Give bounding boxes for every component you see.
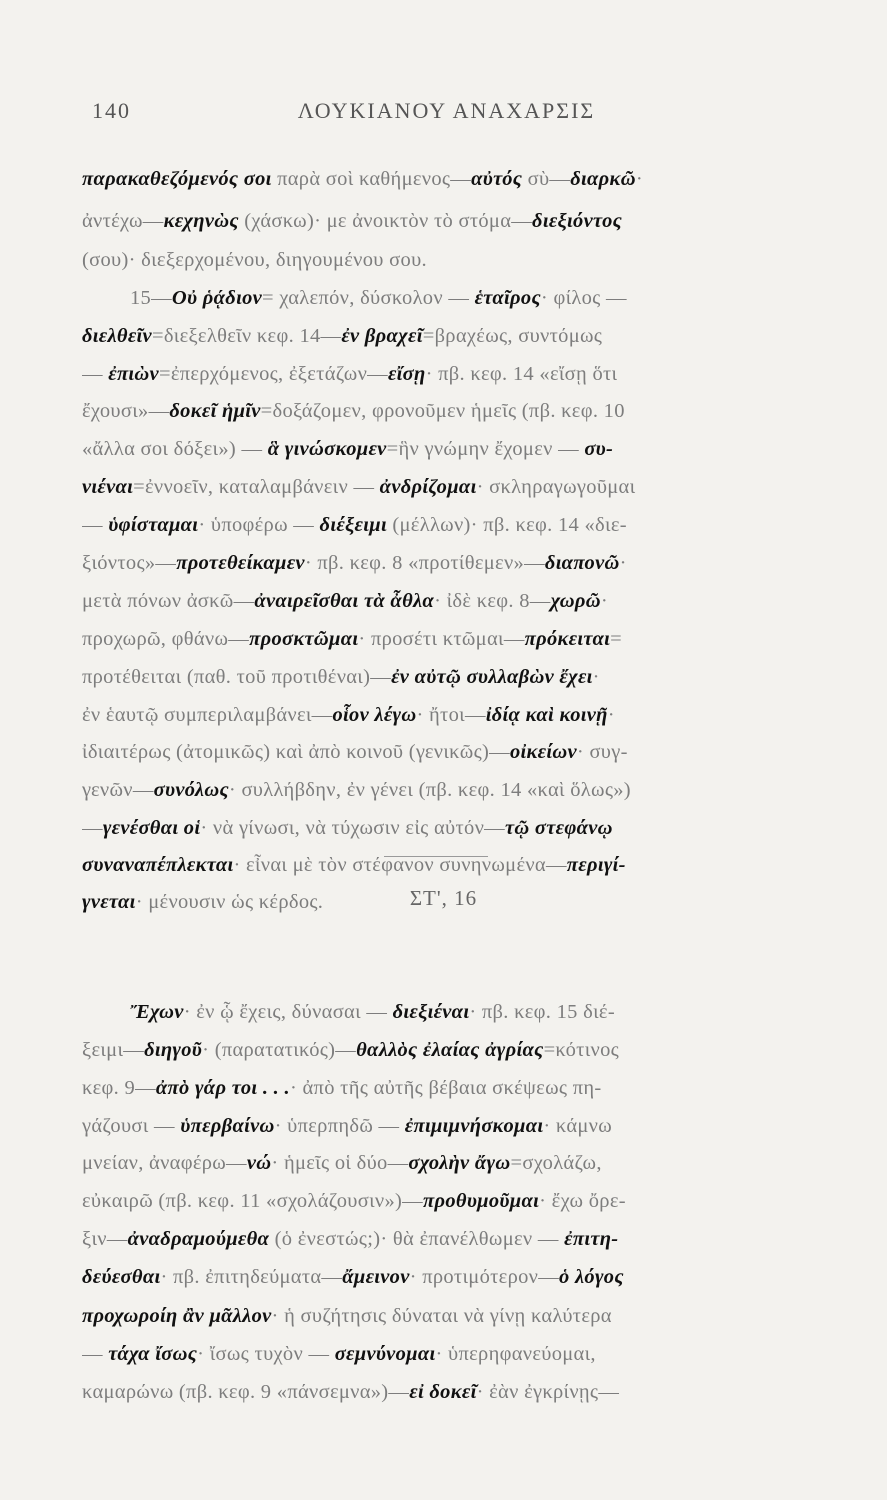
- gloss: =κότινος: [543, 1039, 620, 1061]
- lemma: ἐν αὐτῷ συλλαβὼν ἔχει: [391, 666, 593, 688]
- gloss: (σου)· διεξερχομένου, διηγουμένου σου.: [82, 249, 427, 271]
- lemma: περιγί-: [566, 854, 626, 876]
- lemma: διέξειμι: [319, 514, 387, 536]
- gloss: · νὰ γίνωσι, νὰ τύχωσιν εἰς αὐτόν—: [200, 817, 505, 839]
- gloss: μνείαν, ἀναφέρω—: [82, 1152, 247, 1174]
- text-line: [82, 628, 815, 651]
- gloss: καμαρώνω (πβ. κεφ. 9 «πάνσεμνα»)—: [82, 1381, 410, 1403]
- section-divider: [384, 856, 488, 857]
- lemma: θαλλὸς ἐλαίας ἀγρίας: [356, 1039, 544, 1061]
- lemma: δεύεσθαι: [82, 1266, 161, 1288]
- gloss: · προσέτι κτῶμαι—: [358, 628, 525, 650]
- lemma: ἰδίᾳ καὶ κοινῇ: [485, 704, 608, 726]
- gloss: ·: [592, 666, 600, 688]
- gloss: ξειμι—: [82, 1039, 145, 1061]
- text-line: [82, 438, 815, 461]
- gloss: · ἔχω ὄρε-: [539, 1190, 626, 1212]
- gloss: · ἤτοι—: [416, 704, 486, 726]
- gloss: ἰδιαιτέρως (ἀτομικῶς) καὶ ἀπὸ κοινοῦ (γενικῶς)—: [82, 741, 510, 763]
- gloss: · πβ. κεφ. 14 «εἴσῃ ὅτι: [425, 363, 618, 385]
- gloss: «ἄλλα σοι δόξει») —: [82, 438, 268, 460]
- lemma: νώ: [246, 1152, 272, 1174]
- lemma: σεμνύνομαι: [334, 1343, 436, 1365]
- gloss: · συλλήβδην, ἐν γένει (πβ. κεφ. 14 «καὶ ὅλως»): [228, 779, 631, 801]
- text-line: [82, 363, 815, 386]
- gloss: · πβ. κεφ. 15 διέ-: [469, 1001, 615, 1023]
- running-title: ΛΟΥΚΙΑΝΟΥ ΑΝΑΧΑΡΣΙΣ: [297, 98, 596, 123]
- text-line: [82, 1343, 815, 1366]
- lemma: παρακαθεζόμενός σοι: [82, 168, 272, 190]
- gloss: ξιν—: [82, 1228, 128, 1250]
- lemma: διεξιέναι: [392, 1001, 470, 1023]
- gloss: · ἀπὸ τῆς αὐτῆς βέβαια σκέψεως πη-: [289, 1077, 602, 1099]
- gloss: · ἐὰν ἐγκρίνῃς—: [476, 1381, 620, 1403]
- gloss: —: [82, 1343, 109, 1365]
- gloss: (ὁ ἐνεστώς;)· θὰ ἐπανέλθωμεν —: [269, 1228, 565, 1250]
- text-line: [82, 1152, 815, 1175]
- gloss: ἔχουσι»—: [82, 400, 170, 422]
- gloss: =: [610, 628, 623, 650]
- lemma: ὑφίσταμαι: [108, 514, 199, 536]
- gloss: σὺ—: [522, 168, 571, 190]
- gloss: —: [82, 363, 109, 385]
- gloss: · εἶναι μὲ τὸν στέφανον συνηνωμένα—: [233, 854, 567, 876]
- gloss: ξιόντος»—: [82, 552, 177, 574]
- gloss: =ἐπερχόμενος, ἐξετάζων—: [158, 363, 388, 385]
- lemma: διαπονῶ: [544, 552, 620, 574]
- lemma: διεξιόντος: [532, 210, 623, 232]
- lemma: συνόλως: [153, 779, 229, 801]
- text-line: [82, 1039, 815, 1062]
- text-line: [82, 1190, 815, 1213]
- lemma: οἷον λέγω: [332, 704, 417, 726]
- lemma: προσκτῶμαι: [249, 628, 359, 650]
- section-heading: ΣΤ', 16: [409, 886, 478, 910]
- gloss: · μένουσιν ὡς κέρδος.: [135, 891, 324, 913]
- text-line: [82, 249, 815, 272]
- gloss: =δοξάζομεν, φρονοῦμεν ἡμεῖς (πβ. κεφ. 10: [260, 400, 625, 422]
- text-line: [130, 1001, 815, 1024]
- text-line: [82, 1228, 815, 1251]
- gloss: · ὑπερπηδῶ —: [274, 1115, 405, 1137]
- gloss: · κάμνω: [543, 1115, 613, 1137]
- gloss: · ἐν ᾧ ἔχεις, δύνασαι —: [183, 1001, 393, 1023]
- text-line: [82, 168, 815, 191]
- lemma: αὐτός: [471, 168, 523, 190]
- gloss: (μέλλων)· πβ. κεφ. 14 «διε-: [386, 514, 627, 536]
- text-line: [82, 666, 815, 689]
- lemma: ἄμεινον: [342, 1266, 410, 1288]
- text-line: [82, 476, 815, 499]
- lemma: χωρῶ: [550, 590, 601, 612]
- gloss: =ἐννοεῖν, καταλαμβάνειν —: [133, 476, 380, 498]
- gloss: ἐν ἑαυτῷ συμπεριλαμβάνει—: [82, 704, 333, 726]
- lemma: συναναπέπλεκται: [82, 854, 234, 876]
- gloss: · προτιμότερον—: [409, 1266, 560, 1288]
- gloss: —: [82, 817, 103, 839]
- gloss: κεφ. 9—: [82, 1077, 156, 1099]
- text-line: [82, 779, 815, 802]
- lemma: ἃ γινώσκομεν: [267, 438, 387, 460]
- lemma: διηγοῦ: [144, 1039, 203, 1061]
- lemma: ἀπὸ γάρ τοι . . .: [155, 1077, 290, 1099]
- text-line: [82, 1115, 815, 1138]
- text-line: [82, 854, 815, 877]
- gloss: = χαλεπόν, δύσκολον —: [262, 287, 475, 309]
- gloss: (χάσκω)· με ἀνοικτὸν τὸ στόμα—: [238, 210, 533, 232]
- gloss: · ἴσως τυχὸν —: [197, 1343, 335, 1365]
- lemma: εἰ δοκεῖ: [409, 1381, 477, 1403]
- lemma: προθυμοῦμαι: [422, 1190, 540, 1212]
- gloss: εὐκαιρῶ (πβ. κεφ. 11 «σχολάζουσιν»)—: [82, 1190, 423, 1212]
- text-line: [82, 1077, 815, 1100]
- lemma: δοκεῖ ἡμῖν: [169, 400, 261, 422]
- gloss: γενῶν—: [82, 779, 154, 801]
- lemma: εἴσῃ: [387, 363, 426, 385]
- lemma: Οὐ ῥᾴδιον: [171, 287, 263, 309]
- lemma: ἀναιρεῖσθαι τὰ ἆθλα: [254, 590, 435, 612]
- text-line: [82, 704, 815, 727]
- text-line: [82, 210, 815, 233]
- text-line: [82, 1266, 815, 1289]
- lemma: ἀναδραμούμεθα: [127, 1228, 270, 1250]
- text-line: [82, 325, 815, 348]
- lemma: πρόκειται: [524, 628, 611, 650]
- gloss: · σκληραγωγοῦμαι: [476, 476, 636, 498]
- text-line: [82, 1381, 815, 1404]
- text-line: [130, 287, 815, 310]
- lemma: διαρκῶ: [570, 168, 636, 190]
- gloss: γάζουσι —: [82, 1115, 181, 1137]
- lemma: γνεται: [82, 891, 136, 913]
- gloss: ·: [607, 704, 615, 726]
- gloss: · ἰδὲ κεφ. 8—: [434, 590, 551, 612]
- gloss: ἀντέχω—: [82, 210, 164, 232]
- lemma: νιέναι: [82, 476, 134, 498]
- gloss: =βραχέως, συντόμως: [422, 325, 603, 347]
- lemma: Ἔχων: [130, 1001, 184, 1023]
- gloss: προτέθειται (παθ. τοῦ προτιθέναι)—: [82, 666, 392, 688]
- text-line: [82, 1305, 815, 1328]
- gloss: · ὑπερηφανεύομαι,: [435, 1343, 596, 1365]
- lemma: ἐπιτη-: [564, 1228, 619, 1250]
- gloss: ·: [635, 168, 643, 190]
- lemma: κεχηνὼς: [163, 210, 239, 232]
- gloss: · ἡ συζήτησις δύναται νὰ γίνῃ καλύτερα: [271, 1305, 612, 1327]
- text-line: [82, 514, 815, 537]
- text-line: [82, 741, 815, 764]
- gloss: · ἡμεῖς οἱ δύο—: [271, 1152, 409, 1174]
- lemma: συ-: [584, 438, 614, 460]
- text-line: [82, 590, 815, 613]
- lemma: σχολὴν ἄγω: [408, 1152, 511, 1174]
- text-line: [82, 817, 815, 840]
- lemma: ἐν βραχεῖ: [341, 325, 423, 347]
- lemma: προχωροίη ἂν μᾶλλον: [82, 1305, 272, 1327]
- gloss: · πβ. ἐπιτηδεύματα—: [160, 1266, 343, 1288]
- lemma: ἐπιὼν: [108, 363, 159, 385]
- lemma: γενέσθαι οἱ: [102, 817, 201, 839]
- lemma: ἀνδρίζομαι: [379, 476, 477, 498]
- gloss: =διεξελθεῖν κεφ. 14—: [151, 325, 342, 347]
- gloss: προχωρῶ, φθάνω—: [82, 628, 250, 650]
- gloss: · συγ-: [576, 741, 628, 763]
- gloss: =σχολάζω,: [510, 1152, 602, 1174]
- lemma: ὁ λόγος: [559, 1266, 624, 1288]
- gloss: παρὰ σοὶ καθήμενος—: [271, 168, 472, 190]
- gloss: · (παρατατικός)—: [202, 1039, 357, 1061]
- lemma: διελθεῖν: [82, 325, 152, 347]
- gloss: · ὑποφέρω —: [198, 514, 320, 536]
- text-line: [82, 552, 815, 575]
- page-number: 140: [92, 98, 131, 123]
- text-line: [82, 400, 815, 423]
- gloss: μετὰ πόνων ἀσκῶ—: [82, 590, 255, 612]
- lemma: προτεθείκαμεν: [176, 552, 305, 574]
- gloss: 15—: [130, 287, 172, 309]
- lemma: τῷ στεφάνῳ: [504, 817, 613, 839]
- gloss: · πβ. κεφ. 8 «προτίθεμεν»—: [304, 552, 545, 574]
- gloss: —: [82, 514, 109, 536]
- gloss: =ἣν γνώμην ἔχομεν —: [386, 438, 585, 460]
- lemma: οἰκείων: [509, 741, 577, 763]
- lemma: ὑπερβαίνω: [180, 1115, 275, 1137]
- gloss: ·: [600, 590, 609, 612]
- lemma: ἑταῖρος: [474, 287, 541, 309]
- gloss: · φίλος —: [540, 287, 627, 309]
- lemma: τάχα ἴσως: [108, 1343, 198, 1365]
- lemma: ἐπιμιμνήσκομαι: [404, 1115, 544, 1137]
- gloss: ·: [619, 552, 627, 574]
